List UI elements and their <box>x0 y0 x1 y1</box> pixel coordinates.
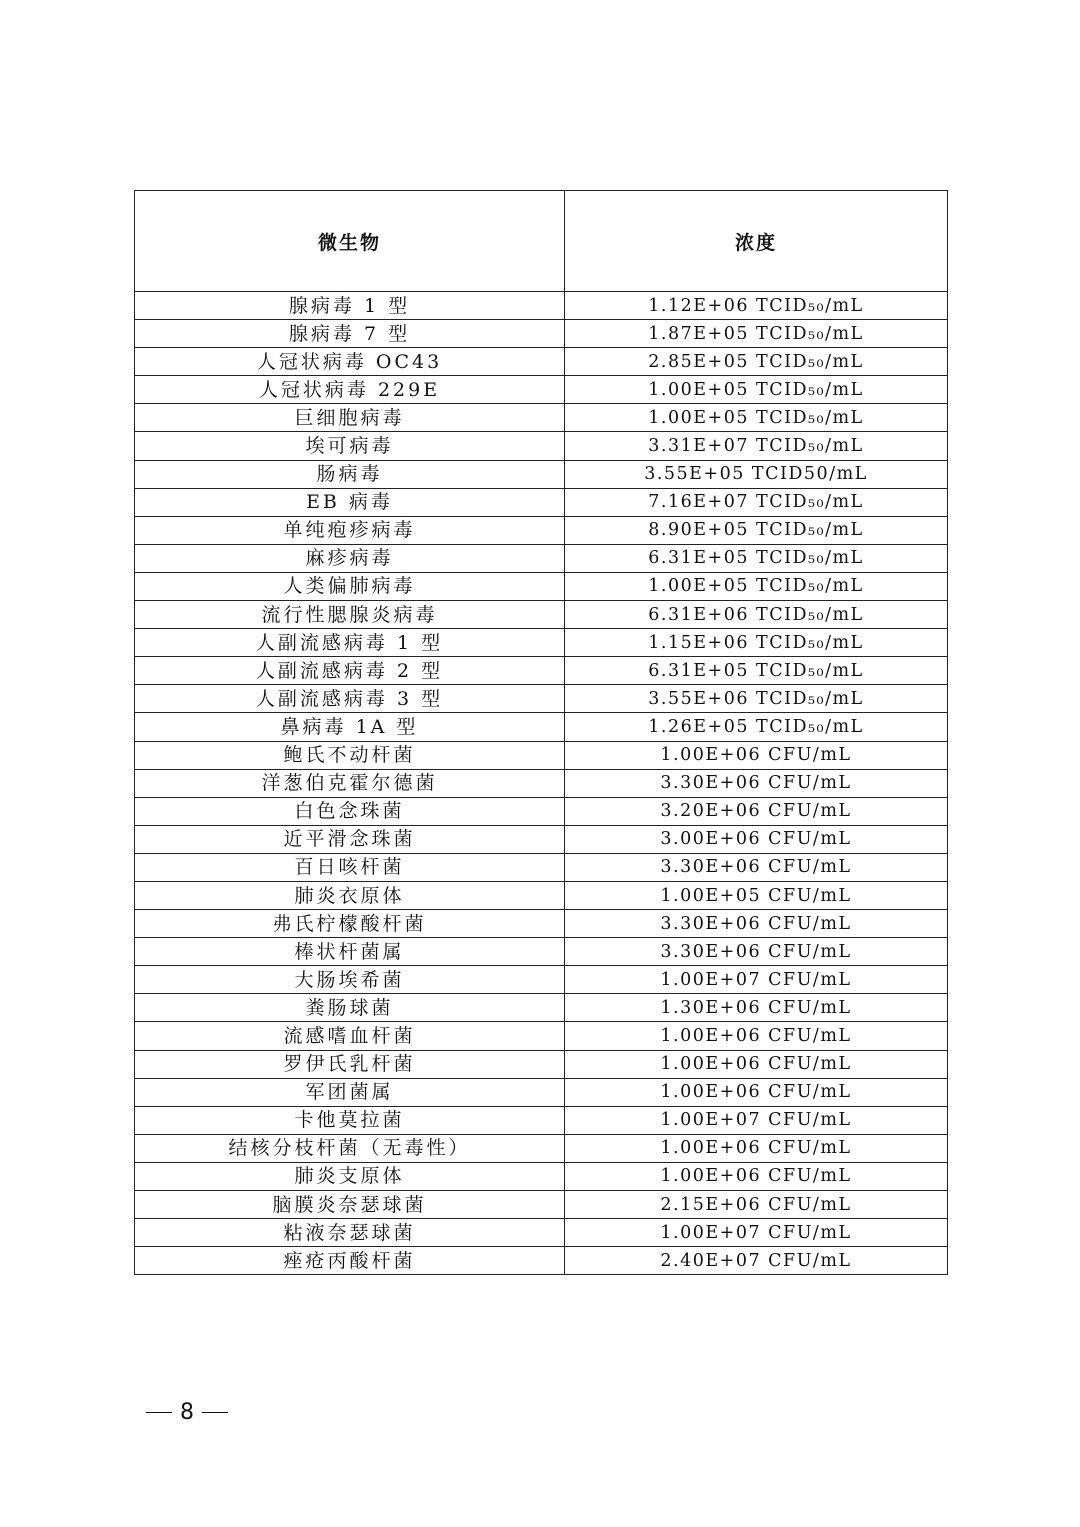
microorganism-cell: 肺炎衣原体 <box>135 881 565 909</box>
concentration-cell: 3.30E+06 CFU/mL <box>565 938 948 966</box>
table-row <box>135 348 948 376</box>
concentration-cell: 2.40E+07 CFU/mL <box>565 1247 948 1275</box>
concentration-cell: 1.00E+07 CFU/mL <box>565 1219 948 1247</box>
concentration-cell: 6.31E+05 TCID₅₀/mL <box>565 544 948 572</box>
microorganism-concentration-table <box>134 190 948 1275</box>
microorganism-cell: 洋葱伯克霍尔德菌 <box>135 769 565 797</box>
microorganism-cell: 流感嗜血杆菌 <box>135 1022 565 1050</box>
concentration-cell: 6.31E+06 TCID₅₀/mL <box>565 601 948 629</box>
microorganism-cell: 粪肠球菌 <box>135 994 565 1022</box>
concentration-cell: 2.85E+05 TCID₅₀/mL <box>565 348 948 376</box>
microorganism-cell: 鼻病毒 1A 型 <box>135 713 565 741</box>
table-row <box>135 685 948 713</box>
concentration-cell: 7.16E+07 TCID₅₀/mL <box>565 488 948 516</box>
microorganism-cell: 人类偏肺病毒 <box>135 572 565 600</box>
table-row <box>135 1106 948 1134</box>
footer-dash-right <box>202 1412 228 1414</box>
microorganism-cell: 大肠埃希菌 <box>135 966 565 994</box>
table-row <box>135 1162 948 1190</box>
table-header-row <box>135 191 948 292</box>
table-row <box>135 938 948 966</box>
concentration-cell: 1.00E+05 TCID₅₀/mL <box>565 376 948 404</box>
microorganism-cell: 棒状杆菌属 <box>135 938 565 966</box>
table-row <box>135 488 948 516</box>
microorganism-cell: 白色念珠菌 <box>135 797 565 825</box>
table-row <box>135 516 948 544</box>
microorganism-cell: 人副流感病毒 2 型 <box>135 657 565 685</box>
microorganism-cell: 流行性腮腺炎病毒 <box>135 601 565 629</box>
concentration-cell: 3.30E+06 CFU/mL <box>565 853 948 881</box>
microorganism-cell: 人副流感病毒 3 型 <box>135 685 565 713</box>
concentration-cell: 1.30E+06 CFU/mL <box>565 994 948 1022</box>
concentration-cell: 3.30E+06 CFU/mL <box>565 910 948 938</box>
table-row <box>135 1050 948 1078</box>
microorganism-cell: 腺病毒 7 型 <box>135 320 565 348</box>
table-row <box>135 1078 948 1106</box>
table-row <box>135 1219 948 1247</box>
concentration-cell: 2.15E+06 CFU/mL <box>565 1191 948 1219</box>
concentration-cell: 1.00E+05 TCID₅₀/mL <box>565 572 948 600</box>
concentration-cell: 1.00E+05 TCID₅₀/mL <box>565 404 948 432</box>
table-row <box>135 572 948 600</box>
table-row <box>135 432 948 460</box>
table-row <box>135 769 948 797</box>
table-row <box>135 601 948 629</box>
microorganism-cell: 单纯疱疹病毒 <box>135 516 565 544</box>
concentration-cell: 3.55E+06 TCID₅₀/mL <box>565 685 948 713</box>
table-row <box>135 544 948 572</box>
microorganism-cell: 近平滑念珠菌 <box>135 825 565 853</box>
concentration-cell: 1.00E+06 CFU/mL <box>565 1134 948 1162</box>
table-row <box>135 1134 948 1162</box>
microorganism-cell: 卡他莫拉菌 <box>135 1106 565 1134</box>
concentration-cell: 3.31E+07 TCID₅₀/mL <box>565 432 948 460</box>
footer-dash-left <box>146 1412 172 1414</box>
microorganism-cell: 结核分枝杆菌（无毒性） <box>135 1134 565 1162</box>
concentration-cell: 1.00E+05 CFU/mL <box>565 881 948 909</box>
table-row <box>135 966 948 994</box>
table-row <box>135 292 948 320</box>
microorganism-cell: 肠病毒 <box>135 460 565 488</box>
microorganism-cell: 埃可病毒 <box>135 432 565 460</box>
microorganism-cell: 罗伊氏乳杆菌 <box>135 1050 565 1078</box>
concentration-cell: 8.90E+05 TCID₅₀/mL <box>565 516 948 544</box>
concentration-cell: 1.00E+06 CFU/mL <box>565 741 948 769</box>
concentration-cell: 1.26E+05 TCID₅₀/mL <box>565 713 948 741</box>
microorganism-cell: 粘液奈瑟球菌 <box>135 1219 565 1247</box>
table-row <box>135 881 948 909</box>
concentration-cell: 6.31E+05 TCID₅₀/mL <box>565 657 948 685</box>
column-header-microorganism: 微生物 <box>135 191 565 292</box>
microorganism-cell: 鲍氏不动杆菌 <box>135 741 565 769</box>
concentration-cell: 1.87E+05 TCID₅₀/mL <box>565 320 948 348</box>
table-row <box>135 1191 948 1219</box>
microorganism-cell: 军团菌属 <box>135 1078 565 1106</box>
concentration-cell: 1.00E+07 CFU/mL <box>565 1106 948 1134</box>
concentration-cell: 1.12E+06 TCID₅₀/mL <box>565 292 948 320</box>
microorganism-cell: EB 病毒 <box>135 488 565 516</box>
concentration-cell: 1.00E+06 CFU/mL <box>565 1050 948 1078</box>
column-header-concentration: 浓度 <box>565 191 948 292</box>
table-row <box>135 910 948 938</box>
table-row <box>135 320 948 348</box>
concentration-cell: 3.55E+05 TCID50/mL <box>565 460 948 488</box>
microorganism-cell: 弗氏柠檬酸杆菌 <box>135 910 565 938</box>
microorganism-cell: 脑膜炎奈瑟球菌 <box>135 1191 565 1219</box>
table-row <box>135 853 948 881</box>
microorganism-cell: 肺炎支原体 <box>135 1162 565 1190</box>
concentration-cell: 1.00E+06 CFU/mL <box>565 1022 948 1050</box>
concentration-cell: 3.30E+06 CFU/mL <box>565 769 948 797</box>
table-row <box>135 376 948 404</box>
table-row <box>135 1022 948 1050</box>
table-row <box>135 797 948 825</box>
table-row <box>135 404 948 432</box>
table-row <box>135 657 948 685</box>
microorganism-cell: 巨细胞病毒 <box>135 404 565 432</box>
concentration-cell: 1.15E+06 TCID₅₀/mL <box>565 629 948 657</box>
table-row <box>135 629 948 657</box>
microorganism-cell: 痤疮丙酸杆菌 <box>135 1247 565 1275</box>
microorganism-cell: 百日咳杆菌 <box>135 853 565 881</box>
concentration-cell: 3.00E+06 CFU/mL <box>565 825 948 853</box>
concentration-cell: 3.20E+06 CFU/mL <box>565 797 948 825</box>
page-number: 8 <box>180 1400 194 1425</box>
microorganism-cell: 人冠状病毒 229E <box>135 376 565 404</box>
concentration-cell: 1.00E+06 CFU/mL <box>565 1078 948 1106</box>
table-row <box>135 460 948 488</box>
table-row <box>135 741 948 769</box>
concentration-cell: 1.00E+07 CFU/mL <box>565 966 948 994</box>
table-row <box>135 1247 948 1275</box>
microorganism-cell: 人副流感病毒 1 型 <box>135 629 565 657</box>
microorganism-cell: 腺病毒 1 型 <box>135 292 565 320</box>
table-row <box>135 994 948 1022</box>
table-row <box>135 825 948 853</box>
microorganism-cell: 人冠状病毒 OC43 <box>135 348 565 376</box>
page-footer <box>146 1400 228 1425</box>
concentration-cell: 1.00E+06 CFU/mL <box>565 1162 948 1190</box>
table-row <box>135 713 948 741</box>
microorganism-cell: 麻疹病毒 <box>135 544 565 572</box>
